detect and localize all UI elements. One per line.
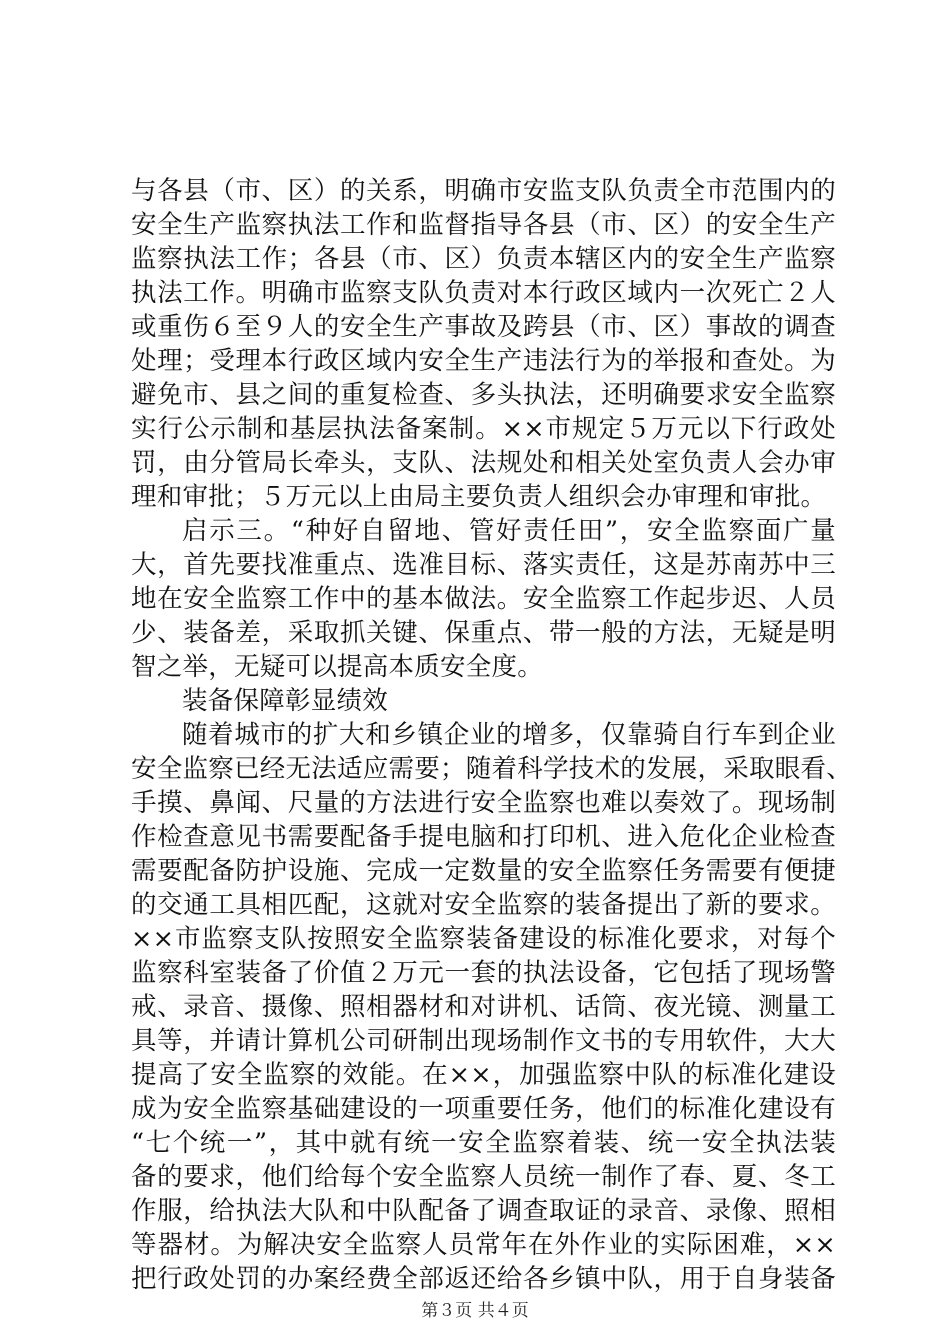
text-line: 需要配备防护设施、完成一定数量的安全监察任务需要有便捷 bbox=[131, 856, 836, 886]
text-line: 等器材。为解决安全监察人员常年在外作业的实际困难，×× bbox=[131, 1230, 836, 1260]
text-line: 监察科室装备了价值２万元一套的执法设备，它包括了现场警 bbox=[131, 958, 836, 988]
text-line: 实行公示制和基层执法备案制。××市规定５万元以下行政处 bbox=[131, 414, 836, 444]
section-heading: 装备保障彰显绩效 bbox=[182, 686, 389, 716]
text-line: 提高了安全监察的效能。在××，加强监察中队的标准化建设 bbox=[131, 1060, 836, 1090]
text-line: 处理；受理本行政区域内安全生产违法行为的举报和查处。为 bbox=[131, 346, 836, 376]
text-line: ××市监察支队按照安全监察装备建设的标准化要求，对每个 bbox=[131, 924, 836, 954]
paragraph-start-line: 启示三。“种好自留地、管好责任田”，安全监察面广量 bbox=[182, 516, 836, 546]
page-number-footer: 第３页 共４页 bbox=[421, 1301, 529, 1321]
text-line: 执法工作。明确市监察支队负责对本行政区域内一次死亡２人 bbox=[131, 278, 836, 308]
text-line: 罚，由分管局长牵头，支队、法规处和相关处室负责人会办审 bbox=[131, 448, 836, 478]
paragraph-start-line: 随着城市的扩大和乡镇企业的增多，仅靠骑自行车到企业 bbox=[182, 720, 836, 750]
text-line: 戒、录音、摄像、照相器材和对讲机、话筒、夜光镜、测量工 bbox=[131, 992, 836, 1022]
text-line: 备的要求，他们给每个安全监察人员统一制作了春、夏、冬工 bbox=[131, 1162, 836, 1192]
text-line: 避免市、县之间的重复检查、多头执法，还明确要求安全监察 bbox=[131, 380, 836, 410]
text-line: 智之举，无疑可以提高本质安全度。 bbox=[131, 652, 544, 682]
text-line: 把行政处罚的办案经费全部返还给各乡镇中队，用于自身装备 bbox=[131, 1264, 836, 1294]
text-line: 少、装备差，采取抓关键、保重点、带一般的方法，无疑是明 bbox=[131, 618, 836, 648]
text-line: 成为安全监察基础建设的一项重要任务，他们的标准化建设有 bbox=[131, 1094, 836, 1124]
text-line: 作服，给执法大队和中队配备了调查取证的录音、录像、照相 bbox=[131, 1196, 836, 1226]
text-line: “七个统一”，其中就有统一安全监察着装、统一安全执法装 bbox=[131, 1128, 836, 1158]
text-line: 大，首先要找准重点、选准目标、落实责任，这是苏南苏中三 bbox=[131, 550, 836, 580]
text-line: 或重伤６至９人的安全生产事故及跨县（市、区）事故的调查 bbox=[131, 312, 836, 342]
text-line: 手摸、鼻闻、尺量的方法进行安全监察也难以奏效了。现场制 bbox=[131, 788, 836, 818]
text-line: 安全监察已经无法适应需要；随着科学技术的发展，采取眼看、 bbox=[131, 754, 853, 784]
text-line: 理和审批；５万元以上由局主要负责人组织会办审理和审批。 bbox=[131, 482, 827, 512]
text-line: 与各县（市、区）的关系，明确市安监支队负责全市范围内的 bbox=[131, 176, 836, 206]
text-line: 安全生产监察执法工作和监督指导各县（市、区）的安全生产 bbox=[131, 210, 836, 240]
text-line: 的交通工具相匹配，这就对安全监察的装备提出了新的要求。 bbox=[131, 890, 836, 920]
text-line: 地在安全监察工作中的基本做法。安全监察工作起步迟、人员 bbox=[131, 584, 836, 614]
text-line: 监察执法工作；各县（市、区）负责本辖区内的安全生产监察 bbox=[131, 244, 836, 274]
text-line: 具等，并请计算机公司研制出现场制作文书的专用软件，大大 bbox=[131, 1026, 836, 1056]
text-line: 作检查意见书需要配备手提电脑和打印机、进入危化企业检查 bbox=[131, 822, 836, 852]
